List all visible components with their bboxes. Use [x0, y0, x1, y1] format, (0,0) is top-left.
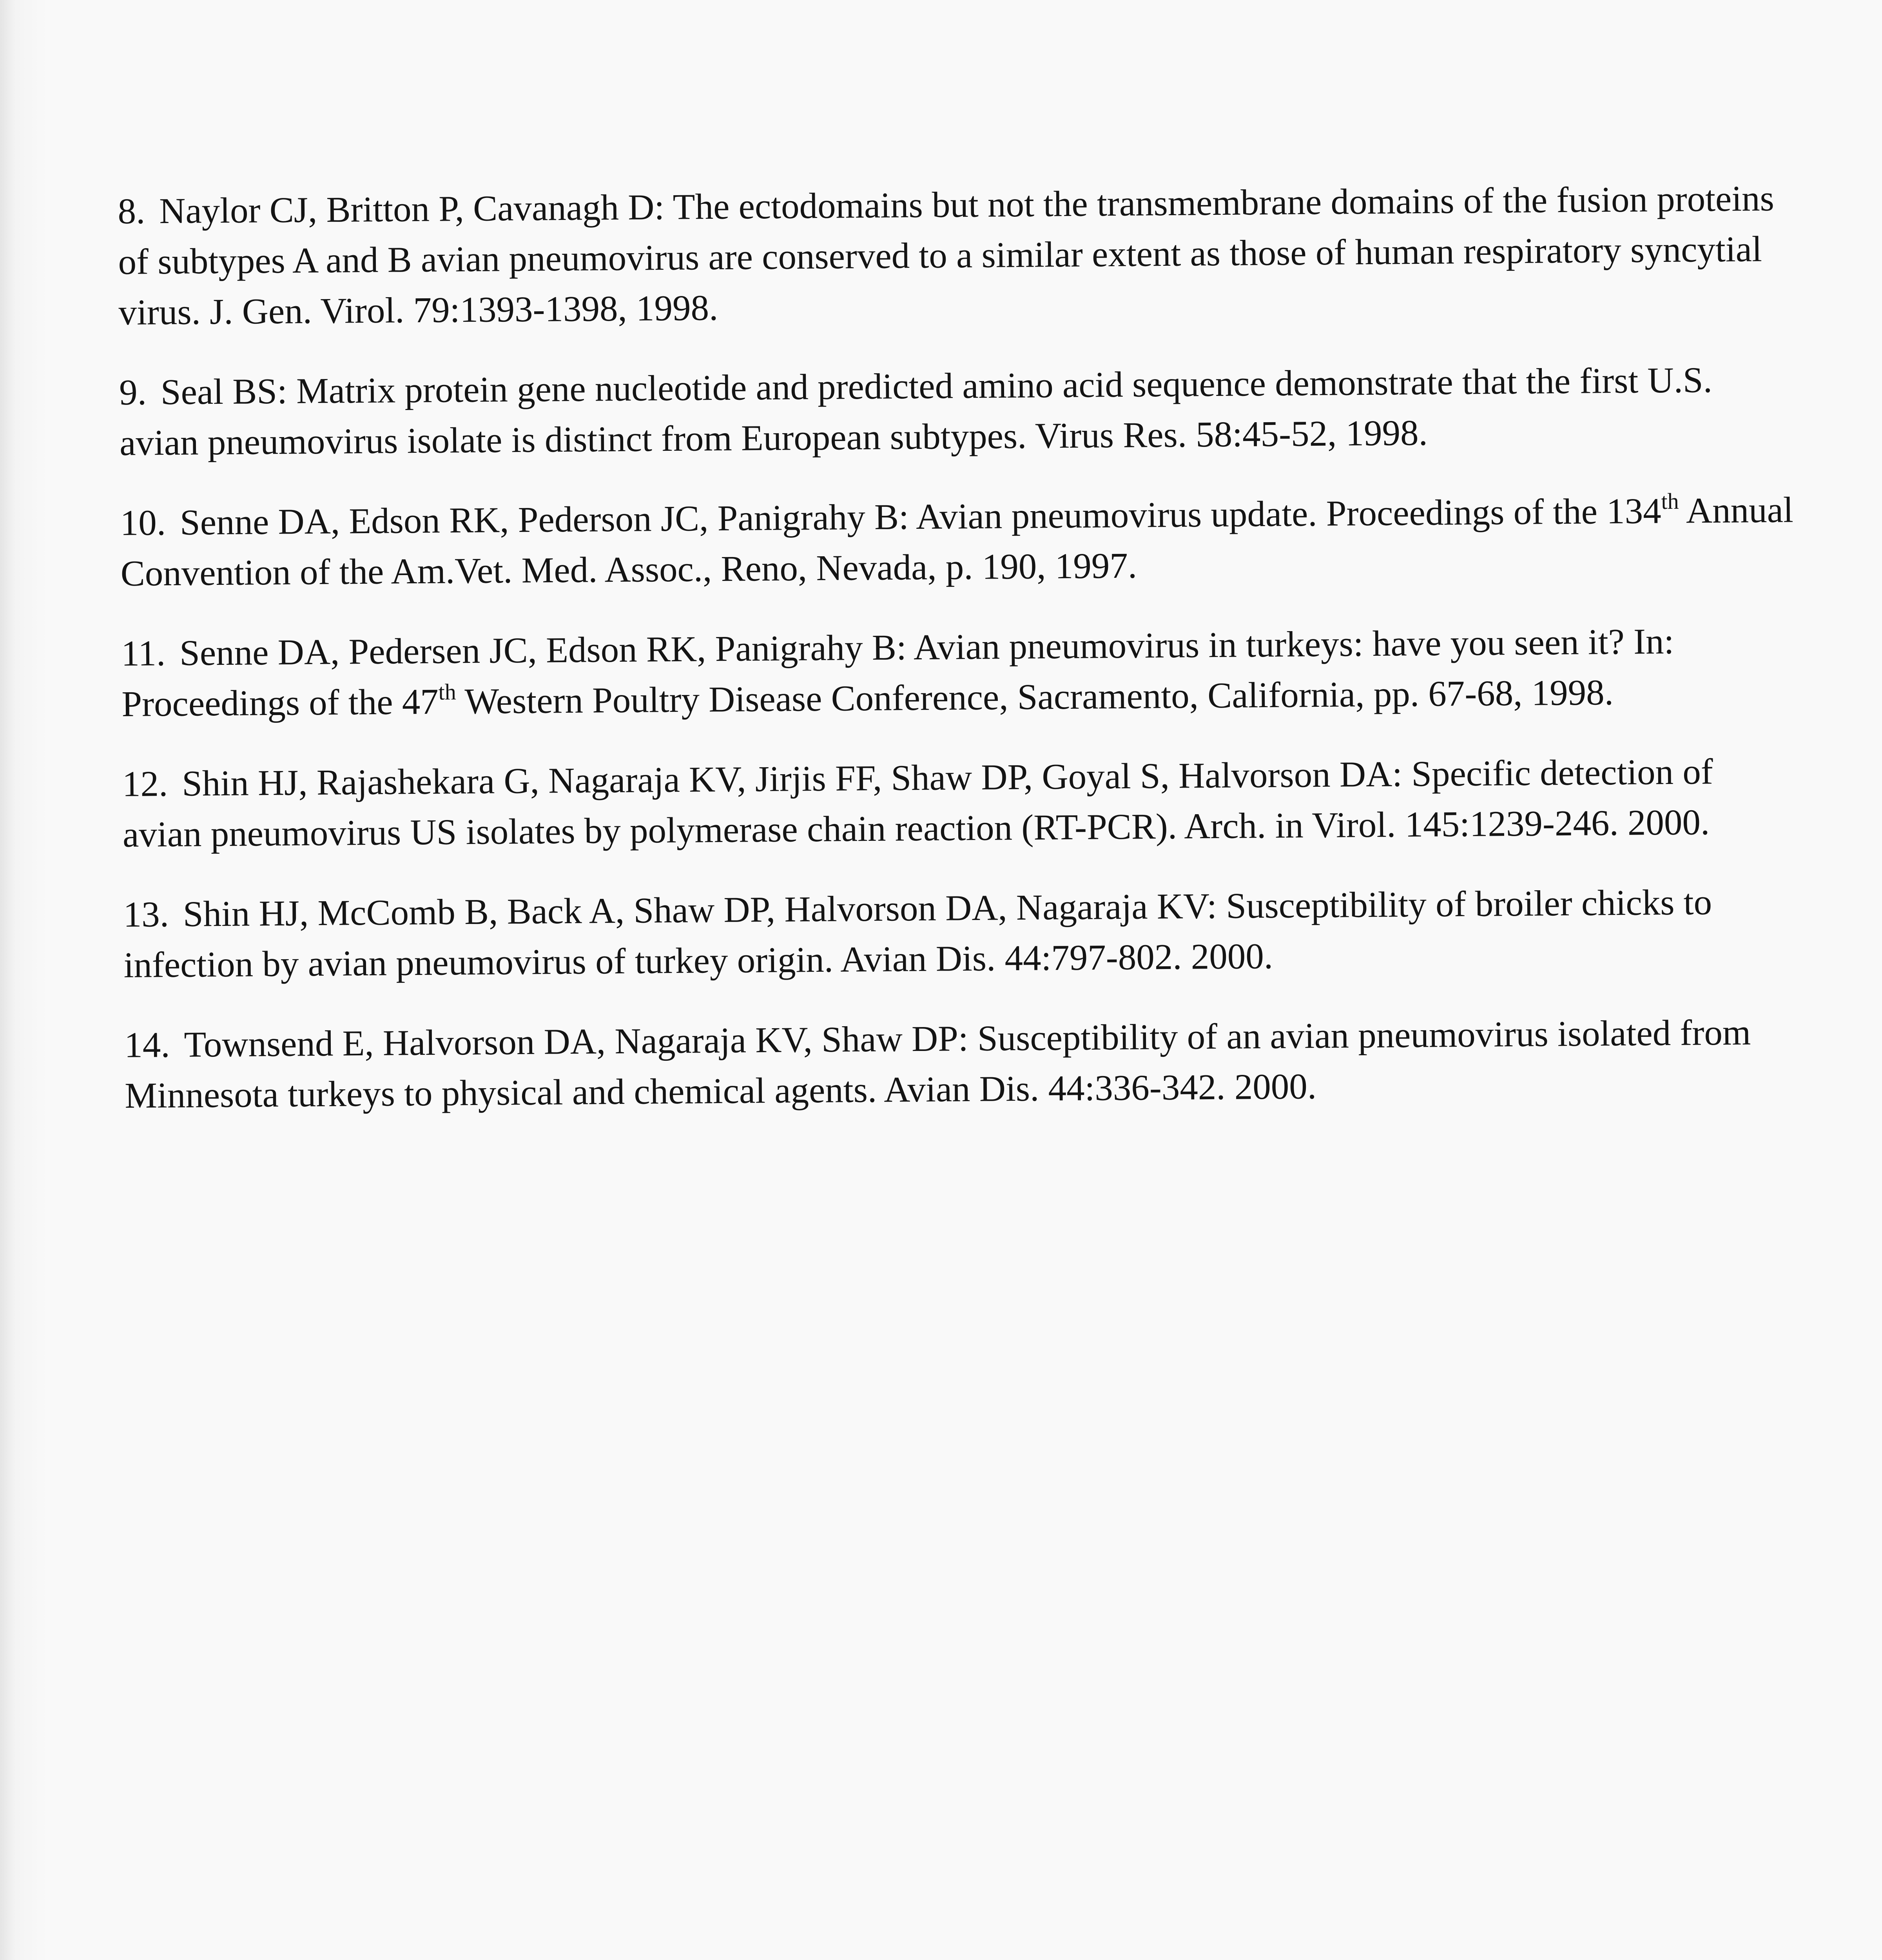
reference-text: Shin HJ, Rajashekara G, Nagaraja KV, Jirjis FF, Shaw DP, Goyal S, Halvorson DA: Specific detection of avian pneumovirus US isolates by polymerase chain reaction (RT-PCR). Arch. in Virol. 145:1239-246. 2000.: [122, 751, 1713, 855]
reference-text: Western Poultry Disease Conference, Sacramento, California, pp. 67-68, 1998.: [456, 672, 1614, 722]
reference-text: Naylor CJ, Britton P, Cavanagh D: The ectodomains but not the transmembrane domains of the fusion proteins of subtypes A and B avian pneumovirus are conserved to a similar extent as those of human respiratory syncytial virus. J. Gen. Virol. 79:1393-1398, 1998.: [118, 178, 1775, 333]
reference-text: Shin HJ, McComb B, Back A, Shaw DP, Halvorson DA, Nagaraja KV: Susceptibility of broiler chicks to infection by avian pneumovirus of turkey origin. Avian Dis. 44:797-802. 2000.: [123, 882, 1712, 985]
reference-number: 9.: [119, 372, 147, 413]
reference-list: [118, 173, 1802, 1151]
ordinal-superscript: th: [438, 679, 456, 705]
reference-number: 11.: [121, 633, 166, 674]
reference-number: 8.: [118, 191, 145, 232]
reference-text: Senne DA, Pedersen JC, Edson RK, Panigrahy B: Avian pneumovirus in turkeys: have you seen it? In: Proceedings of the 47: [121, 621, 1674, 724]
reference-text: Seal BS: Matrix protein gene nucleotide and predicted amino acid sequence demonstrate that the first U.S. avian pneumovirus isolate is distinct from European subtypes. Virus Res. 58:45-52, 1998.: [119, 360, 1713, 463]
reference-item: [118, 173, 1796, 338]
reference-text: Annual Convention of the Am.Vet. Med. Assoc., Reno, Nevada, p. 190, 1997.: [120, 490, 1794, 594]
reference-text: Senne DA, Edson RK, Pederson JC, Panigrahy B: Avian pneumovirus update. Proceedings of the 134: [179, 491, 1662, 543]
reference-item: [122, 746, 1800, 860]
ordinal-superscript: th: [1661, 488, 1679, 514]
reference-item: [121, 615, 1799, 730]
reference-number: 12.: [122, 764, 168, 804]
reference-number: 13.: [123, 894, 169, 935]
reference-item: [120, 485, 1798, 599]
reference-number: 10.: [120, 503, 166, 543]
reference-number: 14.: [124, 1025, 170, 1065]
reference-item: [124, 1007, 1802, 1121]
reference-item: [123, 876, 1801, 991]
reference-item: [119, 354, 1797, 468]
reference-text: Townsend E, Halvorson DA, Nagaraja KV, Shaw DP: Susceptibility of an avian pneumovirus isolated from Minnesota turkeys to physical and chemical agents. Avian Dis. 44:336-342. 2000.: [124, 1012, 1751, 1116]
